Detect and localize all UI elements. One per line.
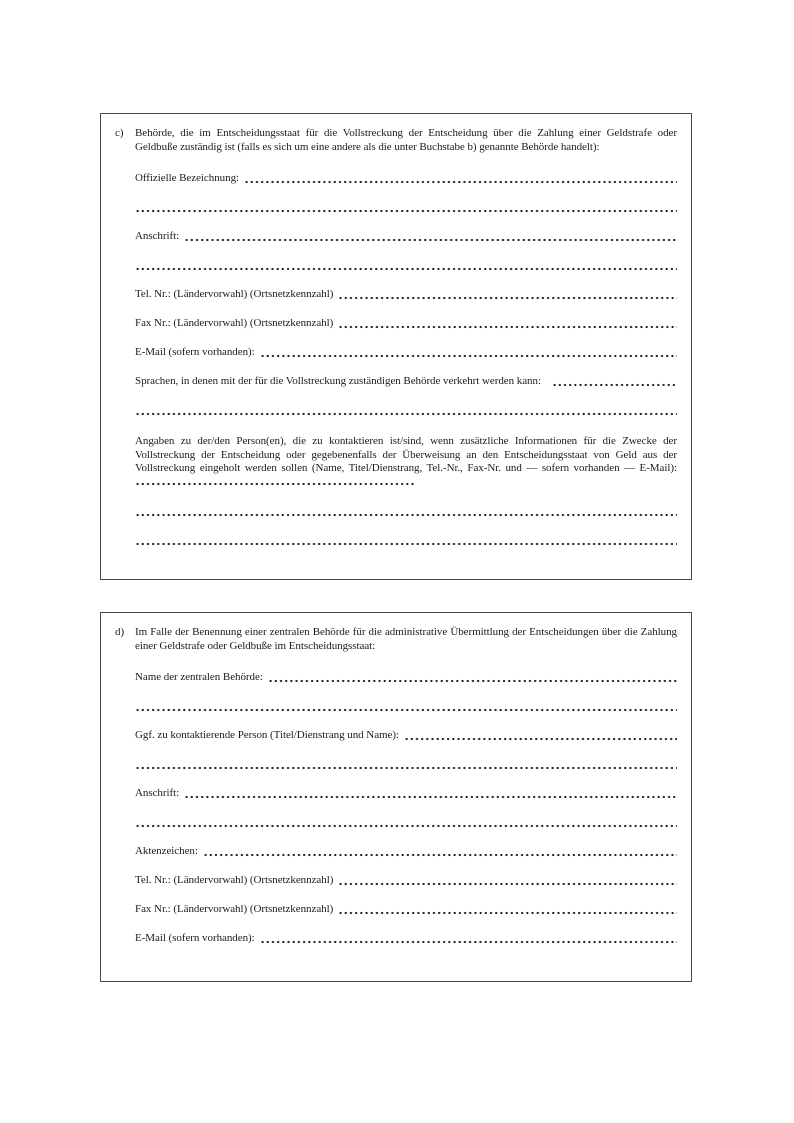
dotted-fill-line [135, 404, 677, 418]
field-aktenzeichen [135, 845, 677, 859]
dotted-fill-line [135, 534, 677, 548]
field-label: E-Mail (sofern vorhanden): [135, 346, 255, 358]
field-anschrift [135, 230, 677, 244]
dotted-fill [338, 903, 677, 917]
dotted-fill-line [135, 816, 677, 830]
field-fax-nr [135, 317, 677, 331]
field-label: Fax Nr.: (Ländervorwahl) (Ortsnetzkennzahl) [135, 903, 334, 915]
section-c-box [100, 113, 692, 580]
dotted-fill [203, 845, 677, 859]
field-label: Tel. Nr.: (Ländervorwahl) (Ortsnetzkennzahl) [135, 874, 334, 886]
dotted-fill-line [135, 700, 677, 714]
field-label: Tel. Nr.: (Ländervorwahl) (Ortsnetzkennzahl) [135, 288, 334, 300]
field-email [135, 346, 677, 360]
section-c-fields [135, 172, 677, 548]
field-offizielle-bezeichnung [135, 172, 677, 186]
field-label: Name der zentralen Behörde: [135, 671, 263, 683]
field-label: Fax Nr.: (Ländervorwahl) (Ortsnetzkennzahl) [135, 317, 334, 329]
field-label: Ggf. zu kontaktierende Person (Titel/Dienstrang und Name): [135, 729, 399, 741]
dotted-fill [338, 317, 677, 331]
field-tel-nr [135, 288, 677, 302]
field-fax-nr [135, 903, 677, 917]
field-tel-nr [135, 874, 677, 888]
field-name-zentrale-behoerde [135, 671, 677, 685]
section-d-fields [135, 671, 677, 946]
dotted-fill [552, 375, 677, 389]
field-kontakt-person [135, 729, 677, 743]
dotted-fill [268, 671, 677, 685]
dotted-fill-line [135, 505, 677, 519]
section-c-intro-row [115, 127, 677, 154]
dotted-fill [260, 346, 677, 360]
dotted-fill-line [135, 201, 677, 215]
dotted-fill [184, 787, 677, 801]
dotted-fill [338, 288, 677, 302]
section-d-intro-row [115, 626, 677, 653]
dotted-fill [244, 172, 677, 186]
field-label: Sprachen, in denen mit der für die Vollstreckung zuständigen Behörde verkehrt werden kann: [135, 375, 541, 387]
field-label: Offizielle Bezeichnung: [135, 172, 240, 184]
section-d-box [100, 612, 692, 982]
field-kontakt-personen [135, 435, 677, 490]
field-email [135, 932, 677, 946]
dotted-fill-line [135, 758, 677, 772]
field-label: Anschrift: [135, 230, 180, 242]
field-sprachen [135, 375, 677, 389]
dotted-fill [338, 874, 677, 888]
field-label: Anschrift: [135, 787, 180, 799]
section-c-intro: Behörde, die im Entscheidungsstaat für die Vollstreckung der Entscheidung über die Zahlung einer Geldstrafe oder Geldbuße zuständig ist (falls es sich um eine andere als die unter Buchstabe b) genannte Behörde handelt): [135, 127, 677, 153]
dotted-fill [184, 230, 677, 244]
section-d-label: d) [115, 626, 125, 638]
section-d-intro: Im Falle der Benennung einer zentralen Behörde für die administrative Übermittlung der Entscheidungen über die Zahlung einer Geldstrafe oder Geldbuße im Entscheidungsstaat: [135, 626, 677, 652]
dotted-fill-line [135, 259, 677, 273]
dotted-fill [404, 729, 677, 743]
field-label: E-Mail (sofern vorhanden): [135, 932, 255, 944]
field-label: Aktenzeichen: [135, 845, 198, 857]
field-anschrift [135, 787, 677, 801]
dotted-fill [135, 476, 415, 486]
section-c-label: c) [115, 127, 124, 139]
field-label: Angaben zu der/den Person(en), die zu kontaktieren ist/sind, wenn zusätzliche Informationen für die Zwecke der Vollstreckung der Entscheidung oder gegebenenfalls der Überweisung an den Entscheidungsstaat von Geld aus der Vollstreckung eingeholt werden sollen (Name, Titel/Dienstrang, Tel.-Nr., Fax-Nr. und — sofern vorhanden — E-Mail): [135, 435, 677, 474]
dotted-fill [260, 932, 677, 946]
